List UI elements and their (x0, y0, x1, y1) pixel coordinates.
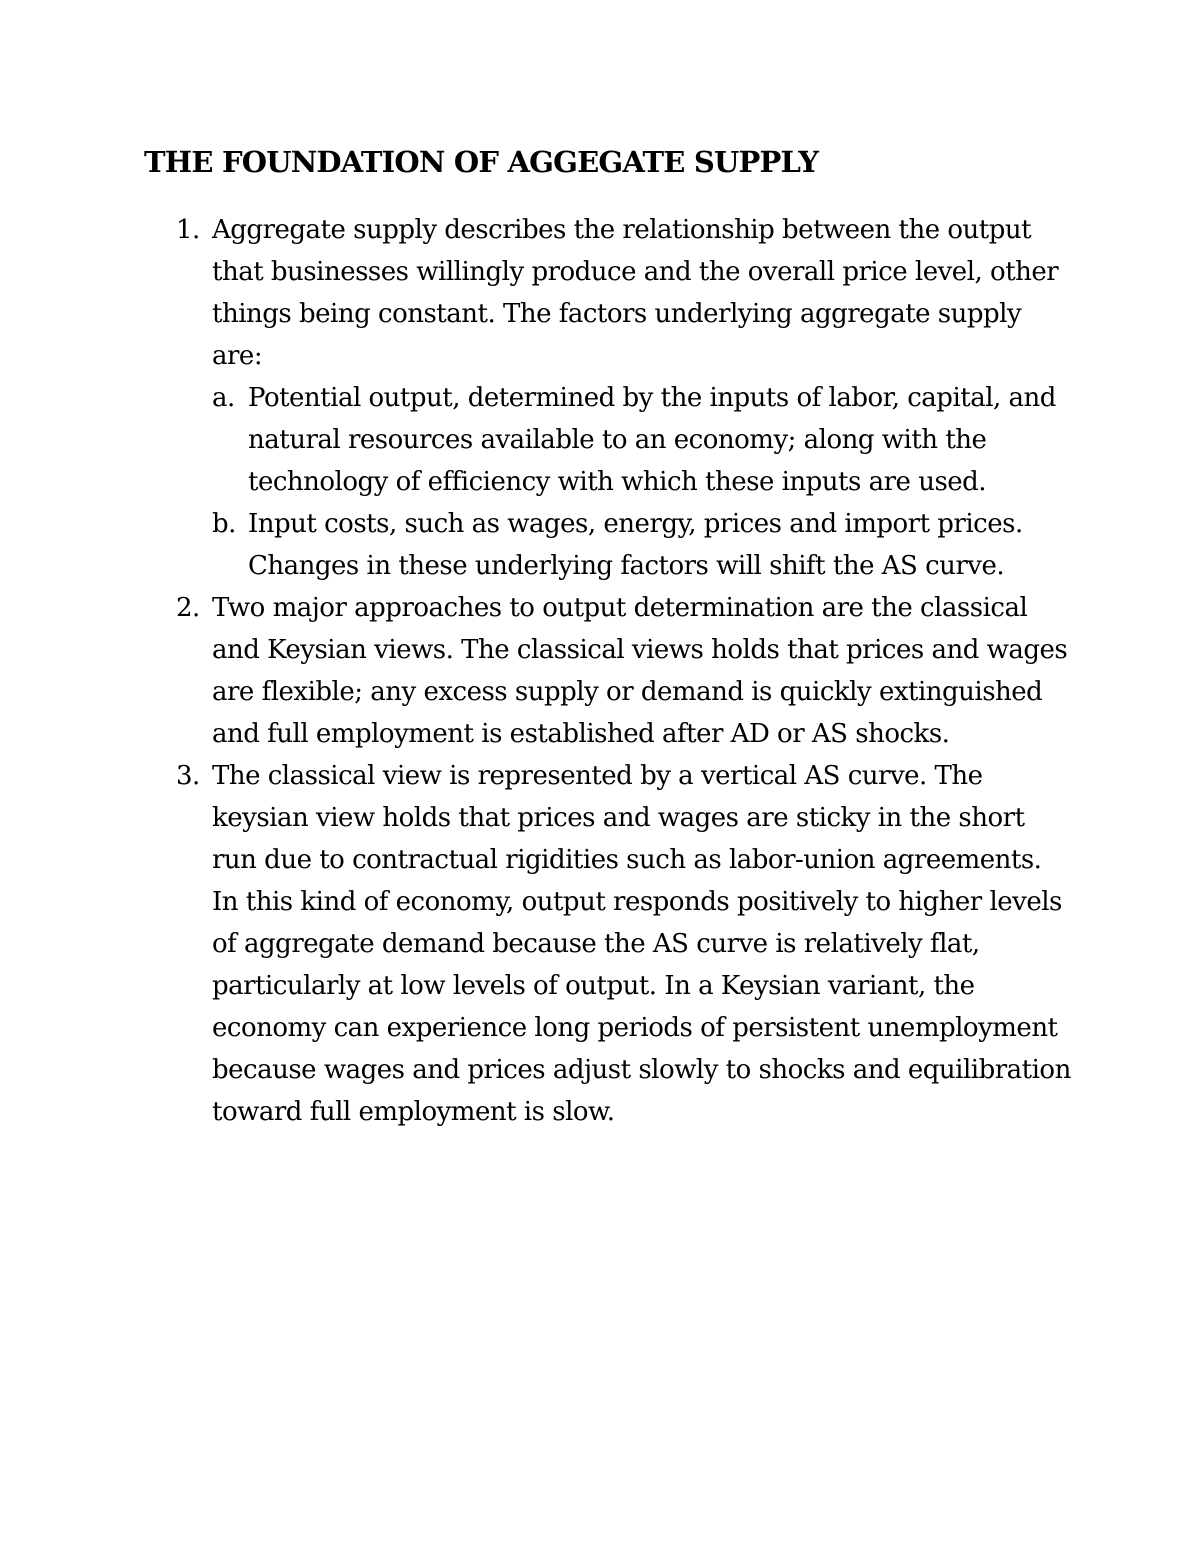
list-item-3 (0, 755, 1072, 1133)
list-item-1-marker: 1. (176, 215, 200, 245)
sublist-item-a-marker: a. (212, 383, 235, 413)
sublist-item-b (212, 503, 1072, 587)
document-title: THE FOUNDATION OF AGGEGATE SUPPLY (144, 145, 819, 179)
list-item-1-text: Aggregate supply describes the relationship between the output that businesses willingly produce and the overall price level, other things being constant. The factors underlying aggregate supply are: (212, 215, 1059, 371)
sublist-item-a-text: Potential output, determined by the inputs of labor, capital, and natural resources available to an economy; along with the technology of efficiency with which these inputs are used. (248, 383, 1056, 497)
sublist-item-b-text: Input costs, such as wages, energy, prices and import prices. Changes in these underlying factors will shift the AS curve. (248, 509, 1023, 581)
sublist-item-b-marker: b. (212, 509, 236, 539)
list-item-2-marker: 2. (176, 593, 200, 623)
sublist-item-a (212, 377, 1072, 503)
list-item-1 (0, 209, 1072, 587)
list-item-3-marker: 3. (176, 761, 200, 791)
list-item-3-text: The classical view is represented by a vertical AS curve. The keysian view holds that prices and wages are sticky in the short run due to contractual rigidities such as labor-union agreements. In this kind of economy, output responds positively to higher levels of aggregate demand because the AS curve is relatively flat, particularly at low levels of output. In a Keysian variant, the economy can experience long periods of persistent unemployment because wages and prices adjust slowly to shocks and equilibration toward full employment is slow. (212, 761, 1071, 1127)
lettered-sublist (212, 377, 1072, 587)
numbered-list (0, 209, 1200, 1133)
list-item-2 (0, 587, 1072, 755)
list-item-2-text: Two major approaches to output determination are the classical and Keysian views. The classical views holds that prices and wages are flexible; any excess supply or demand is quickly extinguished and full employment is established after AD or AS shocks. (212, 593, 1068, 749)
